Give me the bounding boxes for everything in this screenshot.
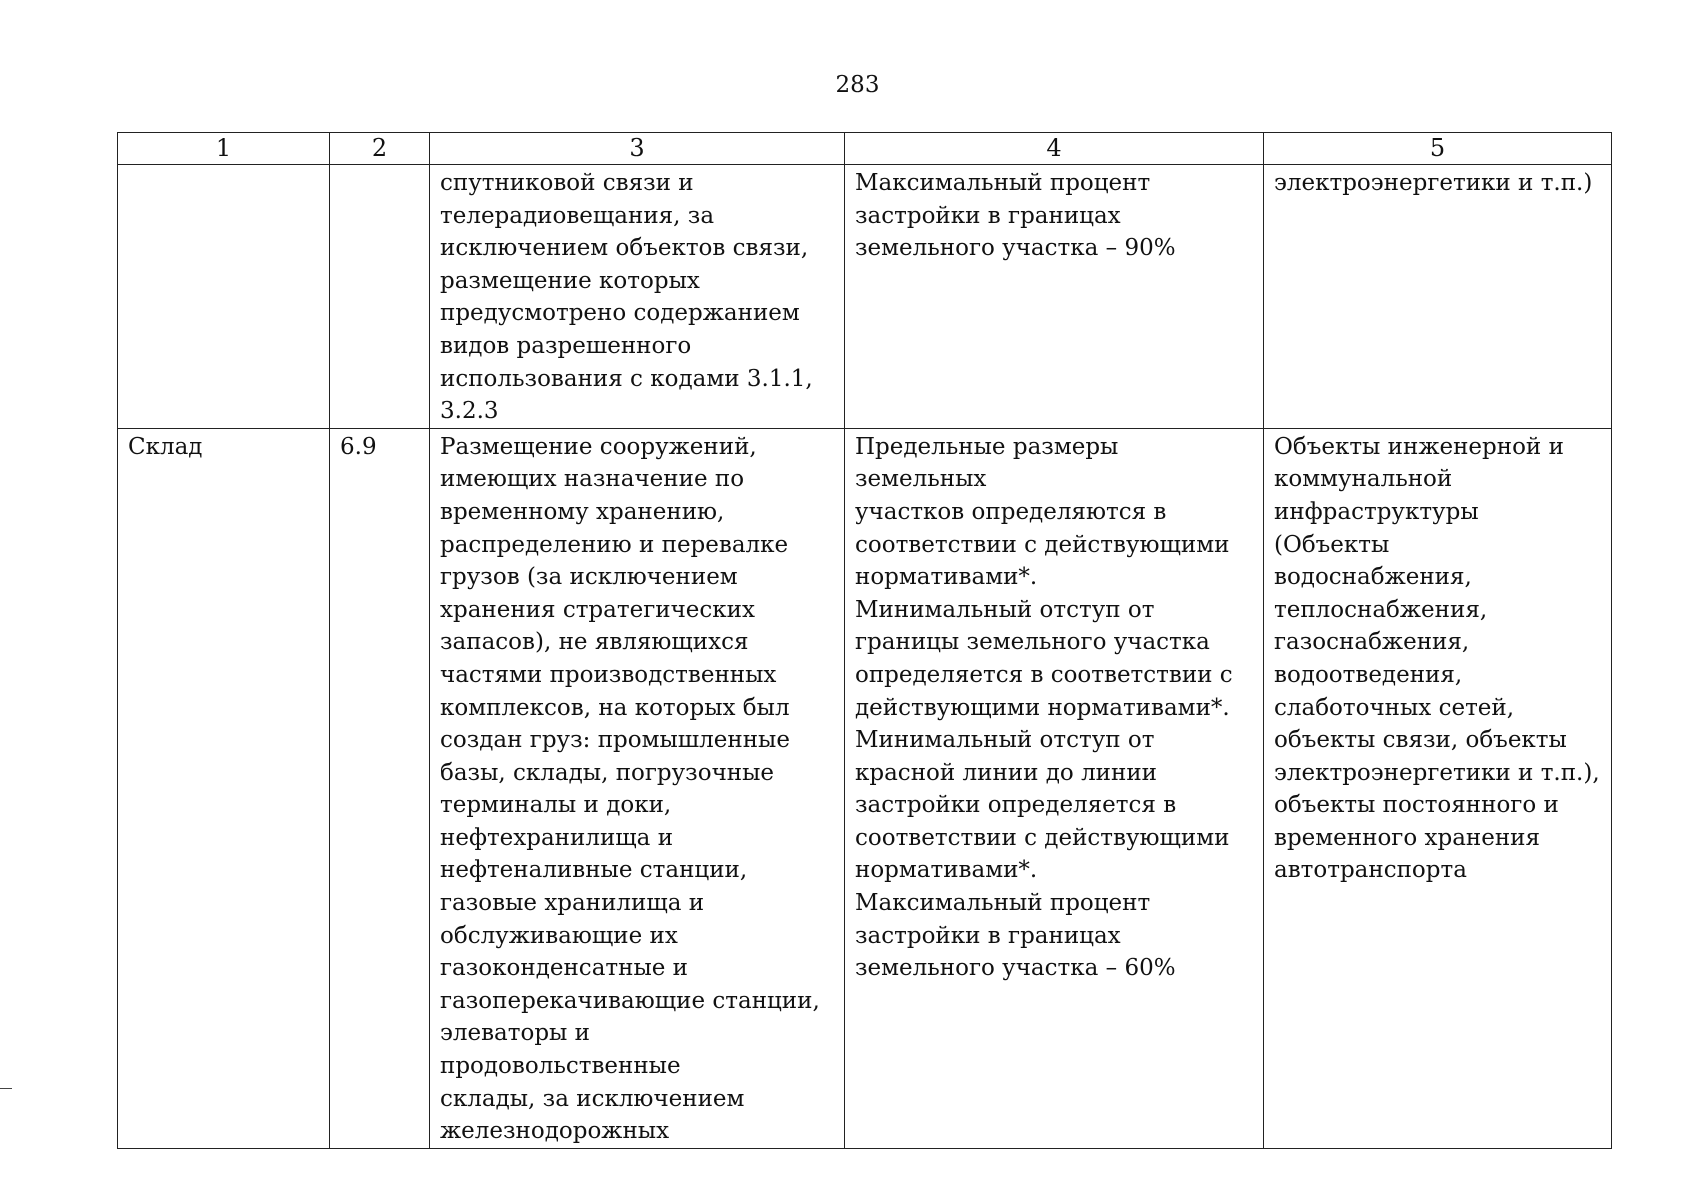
use-name-cell [118, 165, 330, 429]
header-row [118, 133, 1612, 165]
column-header-2: 2 [330, 133, 430, 165]
column-header-3: 3 [430, 133, 845, 165]
column-header-5: 5 [1264, 133, 1612, 165]
auxiliary-uses-cell: электроэнергетики и т.п.) [1264, 165, 1612, 429]
parameters-cell: Предельные размеры земельных участков определяются в соответствии с действующими нормативами*. Минимальный отступ от границы земельного участка определяется в соответствии с действующими нормативами*. Минимальный отступ от красной линии до линии застройки определяется в соответствии с действующими нормативами*. Максимальный процент застройки в границах земельного участка – 60% [845, 428, 1264, 1148]
use-name-cell: Склад [118, 428, 330, 1148]
land-use-table [117, 132, 1612, 1149]
use-code-cell [330, 165, 430, 429]
use-description-cell: Размещение сооружений, имеющих назначение по временному хранению, распределению и перевалке грузов (за исключением хранения стратегических запасов), не являющихся частями производственных комплексов, на которых был создан груз: промышленные базы, склады, погрузочные терминалы и доки, нефтехранилища и нефтеналивные станции, газовые хранилища и обслуживающие их газоконденсатные и газоперекачивающие станции, элеваторы и продовольственные склады, за исключением железнодорожных [430, 428, 845, 1148]
table-row [118, 165, 1612, 429]
page-number: 283 [835, 72, 880, 98]
parameters-cell: Максимальный процент застройки в границах земельного участка – 90% [845, 165, 1264, 429]
column-header-1: 1 [118, 133, 330, 165]
use-description-cell: спутниковой связи и телерадиовещания, за исключением объектов связи, размещение которых предусмотрено содержанием видов разрешенного использования с кодами 3.1.1, 3.2.3 [430, 165, 845, 429]
table-row [118, 428, 1612, 1148]
auxiliary-uses-cell: Объекты инженерной и коммунальной инфраструктуры (Объекты водоснабжения, теплоснабжения, газоснабжения, водоотведения, слаботочных сетей, объекты связи, объекты электроэнергетики и т.п.), объекты постоянного и временного хранения автотранспорта [1264, 428, 1612, 1148]
column-header-4: 4 [845, 133, 1264, 165]
margin-mark [0, 1088, 12, 1089]
use-code-cell: 6.9 [330, 428, 430, 1148]
